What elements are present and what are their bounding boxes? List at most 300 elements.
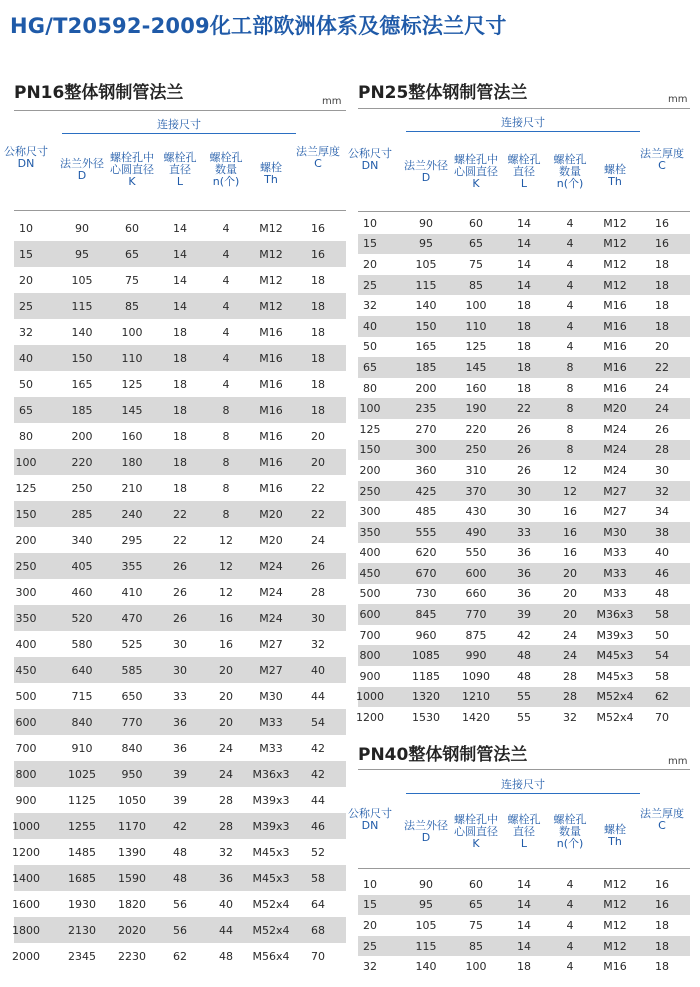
- table-cell-flange-thickness: 20: [655, 340, 669, 354]
- table-cell-outer-diameter: 670: [415, 566, 437, 580]
- table-cell-outer-diameter: 115: [71, 299, 93, 313]
- table-row: [358, 213, 690, 234]
- table-cell-flange-thickness: 18: [311, 325, 325, 339]
- table-cell-flange-thickness: 18: [655, 257, 669, 271]
- table-cell-bolt-circle: 430: [465, 505, 487, 519]
- table-cell-bolt-hole-diameter: 55: [517, 711, 531, 725]
- table-cell-bolt-hole-count: 28: [563, 669, 577, 683]
- table-cell-bolt-thread: M52x4: [596, 711, 634, 725]
- pn25-connect-label: 连接尺寸: [501, 116, 545, 129]
- table-cell-bolt-hole-count: 4: [222, 325, 230, 339]
- pn25-header-bolt-hole-diameter-line: L: [520, 177, 528, 190]
- table-cell-bolt-hole-count: 20: [563, 566, 577, 580]
- pn40-header-rule: [358, 868, 690, 869]
- table-cell-flange-thickness: 46: [311, 819, 325, 833]
- table-cell-dn: 400: [359, 546, 381, 560]
- table-cell-outer-diameter: 115: [415, 278, 437, 292]
- pn25-header-dn: [339, 148, 401, 172]
- table-cell-outer-diameter: 845: [415, 608, 437, 622]
- table-cell-dn: 250: [15, 559, 37, 573]
- table-cell-bolt-thread: M39x3: [252, 819, 290, 833]
- table-cell-bolt-thread: M12: [603, 939, 627, 953]
- table-cell-dn: 1000: [356, 690, 384, 704]
- table-cell-dn: 10: [363, 216, 377, 230]
- table-cell-dn: 1600: [12, 897, 40, 911]
- table-cell-bolt-thread: M36x3: [252, 767, 290, 781]
- table-cell-dn: 20: [19, 273, 33, 287]
- table-cell-flange-thickness: 16: [655, 237, 669, 251]
- table-cell-bolt-hole-count: 20: [219, 663, 233, 677]
- table-cell-flange-thickness: 18: [655, 939, 669, 953]
- table-cell-bolt-circle: 85: [469, 939, 483, 953]
- table-cell-bolt-hole-count: 8: [222, 455, 230, 469]
- table-cell-bolt-thread: M16: [259, 377, 283, 391]
- table-cell-bolt-circle: 1210: [462, 690, 490, 704]
- table-cell-bolt-thread: M16: [603, 319, 627, 333]
- table-cell-flange-thickness: 62: [655, 690, 669, 704]
- table-cell-outer-diameter: 140: [71, 325, 93, 339]
- table-row: [358, 543, 690, 564]
- pn16-header-bolt-circle-line: 心圆直径: [110, 163, 154, 176]
- table-cell-dn: 50: [363, 340, 377, 354]
- table-cell-bolt-hole-diameter: 55: [517, 690, 531, 704]
- table-cell-bolt-hole-count: 32: [219, 845, 233, 859]
- pn16-top-rule: [14, 110, 346, 111]
- table-cell-bolt-circle: 190: [465, 402, 487, 416]
- table-cell-outer-diameter: 580: [71, 637, 93, 651]
- table-row: [14, 657, 346, 683]
- table-cell-bolt-hole-diameter: 14: [517, 898, 531, 912]
- table-cell-outer-diameter: 715: [71, 689, 93, 703]
- table-row: [358, 440, 690, 461]
- table-row: [358, 337, 690, 358]
- pn16-header-bolt-circle-line: K: [128, 175, 136, 188]
- table-cell-bolt-thread: M33: [259, 715, 283, 729]
- table-cell-flange-thickness: 50: [655, 628, 669, 642]
- pn40-table-body: [358, 874, 690, 977]
- table-cell-bolt-thread: M39x3: [252, 793, 290, 807]
- table-row: [358, 936, 690, 957]
- table-cell-bolt-hole-count: 4: [222, 221, 230, 235]
- table-cell-outer-diameter: 1025: [68, 767, 96, 781]
- pn25-header-bolt-hole-count-line: n(个): [556, 177, 584, 190]
- table-cell-bolt-hole-diameter: 36: [173, 741, 187, 755]
- pn16-section: [4, 78, 344, 983]
- table-cell-bolt-circle: 65: [469, 237, 483, 251]
- table-row: [358, 357, 690, 378]
- table-row: [358, 378, 690, 399]
- table-cell-bolt-hole-diameter: 14: [173, 299, 187, 313]
- table-cell-outer-diameter: 910: [71, 741, 93, 755]
- table-cell-bolt-hole-diameter: 18: [517, 381, 531, 395]
- table-cell-flange-thickness: 42: [311, 741, 325, 755]
- table-cell-flange-thickness: 38: [655, 525, 669, 539]
- table-cell-bolt-hole-count: 12: [563, 463, 577, 477]
- table-cell-dn: 900: [15, 793, 37, 807]
- table-cell-outer-diameter: 340: [71, 533, 93, 547]
- table-cell-bolt-hole-count: 28: [219, 793, 233, 807]
- table-row: [14, 813, 346, 839]
- table-cell-bolt-thread: M36x3: [596, 608, 634, 622]
- table-cell-flange-thickness: 22: [311, 507, 325, 521]
- table-cell-bolt-hole-diameter: 14: [517, 237, 531, 251]
- table-cell-bolt-circle: 295: [121, 533, 143, 547]
- table-cell-bolt-hole-diameter: 33: [173, 689, 187, 703]
- table-cell-bolt-hole-count: 8: [566, 443, 574, 457]
- pn25-header-flange-thickness-line: C: [658, 159, 666, 172]
- pn16-header-bolt-hole-count-line: 螺栓孔: [209, 151, 243, 164]
- table-cell-bolt-hole-count: 8: [222, 403, 230, 417]
- table-cell-dn: 500: [359, 587, 381, 601]
- table-cell-bolt-hole-count: 32: [563, 711, 577, 725]
- pn40-header-dn-line: 公称尺寸: [348, 807, 392, 820]
- table-cell-outer-diameter: 95: [419, 898, 433, 912]
- table-cell-bolt-circle: 75: [469, 918, 483, 932]
- table-cell-flange-thickness: 26: [311, 559, 325, 573]
- table-cell-flange-thickness: 24: [311, 533, 325, 547]
- table-cell-flange-thickness: 18: [311, 403, 325, 417]
- table-cell-flange-thickness: 18: [655, 299, 669, 313]
- table-cell-bolt-hole-count: 24: [563, 649, 577, 663]
- table-cell-flange-thickness: 42: [311, 767, 325, 781]
- table-cell-flange-thickness: 18: [655, 918, 669, 932]
- pn40-header-bolt-hole-count-line: n(个): [556, 837, 584, 850]
- pn40-header-bolt-circle-line: K: [472, 837, 480, 850]
- table-cell-bolt-hole-count: 4: [566, 877, 574, 891]
- table-cell-flange-thickness: 52: [311, 845, 325, 859]
- table-row: [14, 709, 346, 735]
- table-cell-bolt-circle: 160: [465, 381, 487, 395]
- table-cell-dn: 1200: [356, 711, 384, 725]
- table-cell-bolt-thread: M12: [259, 247, 283, 261]
- table-cell-dn: 450: [15, 663, 37, 677]
- table-cell-bolt-hole-count: 16: [563, 546, 577, 560]
- table-cell-bolt-circle: 240: [121, 507, 143, 521]
- table-cell-bolt-thread: M45x3: [252, 845, 290, 859]
- table-row: [14, 371, 346, 397]
- table-cell-bolt-circle: 60: [469, 216, 483, 230]
- table-cell-outer-diameter: 1125: [68, 793, 96, 807]
- pn40-header-bolt-hole-count-line: 数量: [559, 825, 581, 838]
- pn40-header-flange-thickness-line: C: [658, 819, 666, 832]
- table-cell-bolt-hole-diameter: 22: [517, 402, 531, 416]
- table-cell-bolt-hole-count: 8: [566, 402, 574, 416]
- table-cell-bolt-circle: 220: [465, 422, 487, 436]
- table-cell-bolt-thread: M20: [259, 533, 283, 547]
- table-cell-outer-diameter: 360: [415, 463, 437, 477]
- table-cell-outer-diameter: 105: [415, 918, 437, 932]
- table-cell-bolt-thread: M20: [603, 402, 627, 416]
- table-cell-outer-diameter: 90: [75, 221, 89, 235]
- table-cell-bolt-thread: M12: [603, 877, 627, 891]
- table-cell-bolt-hole-count: 20: [563, 587, 577, 601]
- pn40-connect-underline: [406, 793, 640, 794]
- table-cell-flange-thickness: 40: [655, 546, 669, 560]
- table-row: [14, 865, 346, 891]
- table-cell-flange-thickness: 68: [311, 923, 325, 937]
- table-cell-bolt-circle: 1420: [462, 711, 490, 725]
- pn40-header-bolt-hole-diameter-line: 直径: [513, 825, 535, 838]
- table-cell-bolt-hole-diameter: 14: [517, 918, 531, 932]
- pn40-header-dn: [339, 808, 401, 832]
- table-cell-dn: 200: [359, 463, 381, 477]
- table-cell-bolt-thread: M16: [603, 360, 627, 374]
- table-cell-bolt-hole-count: 8: [566, 360, 574, 374]
- table-cell-bolt-hole-count: 28: [219, 819, 233, 833]
- table-cell-outer-diameter: 90: [419, 216, 433, 230]
- table-cell-flange-thickness: 18: [655, 319, 669, 333]
- pn40-section: [348, 740, 688, 980]
- table-cell-bolt-thread: M12: [603, 918, 627, 932]
- table-cell-outer-diameter: 1685: [68, 871, 96, 885]
- table-cell-dn: 100: [15, 455, 37, 469]
- table-cell-outer-diameter: 235: [415, 402, 437, 416]
- pn40-header-bolt-circle-line: 心圆直径: [454, 825, 498, 838]
- table-cell-dn: 350: [359, 525, 381, 539]
- table-cell-bolt-hole-diameter: 18: [517, 319, 531, 333]
- pn16-header-bolt-circle-line: 螺栓孔中: [110, 151, 154, 164]
- table-cell-outer-diameter: 185: [71, 403, 93, 417]
- table-cell-bolt-hole-diameter: 14: [173, 221, 187, 235]
- table-cell-bolt-hole-count: 16: [563, 505, 577, 519]
- table-cell-outer-diameter: 2130: [68, 923, 96, 937]
- table-cell-outer-diameter: 1930: [68, 897, 96, 911]
- table-cell-bolt-hole-diameter: 39: [173, 767, 187, 781]
- table-cell-bolt-circle: 650: [121, 689, 143, 703]
- table-row: [14, 345, 346, 371]
- table-cell-bolt-circle: 525: [121, 637, 143, 651]
- table-cell-dn: 600: [359, 608, 381, 622]
- table-cell-bolt-thread: M33: [603, 587, 627, 601]
- table-cell-flange-thickness: 58: [655, 608, 669, 622]
- table-cell-dn: 600: [15, 715, 37, 729]
- table-cell-flange-thickness: 16: [655, 898, 669, 912]
- table-cell-bolt-hole-count: 16: [219, 637, 233, 651]
- table-cell-bolt-circle: 110: [465, 319, 487, 333]
- table-cell-bolt-hole-count: 4: [566, 257, 574, 271]
- table-cell-flange-thickness: 54: [311, 715, 325, 729]
- table-cell-bolt-circle: 490: [465, 525, 487, 539]
- table-cell-bolt-hole-diameter: 62: [173, 949, 187, 963]
- table-cell-bolt-hole-diameter: 30: [173, 663, 187, 677]
- table-cell-flange-thickness: 32: [655, 484, 669, 498]
- table-cell-bolt-hole-diameter: 18: [517, 299, 531, 313]
- table-cell-dn: 2000: [12, 949, 40, 963]
- table-row: [14, 917, 346, 943]
- table-cell-outer-diameter: 520: [71, 611, 93, 625]
- table-cell-bolt-hole-diameter: 36: [173, 715, 187, 729]
- table-cell-bolt-circle: 600: [465, 566, 487, 580]
- table-cell-dn: 900: [359, 669, 381, 683]
- table-cell-bolt-circle: 2020: [118, 923, 146, 937]
- table-row: [358, 687, 690, 708]
- table-cell-bolt-hole-count: 36: [219, 871, 233, 885]
- table-cell-bolt-hole-diameter: 36: [517, 546, 531, 560]
- table-row: [358, 874, 690, 895]
- table-cell-outer-diameter: 2345: [68, 949, 96, 963]
- table-cell-bolt-hole-count: 8: [222, 429, 230, 443]
- pn25-header-bolt-hole-diameter-line: 螺栓孔: [507, 153, 541, 166]
- pn25-header-bolt-thread-line: 螺栓: [604, 163, 626, 176]
- table-cell-flange-thickness: 24: [655, 402, 669, 416]
- table-cell-bolt-hole-count: 4: [566, 319, 574, 333]
- table-cell-bolt-hole-count: 8: [566, 422, 574, 436]
- table-cell-dn: 10: [363, 877, 377, 891]
- table-cell-bolt-circle: 1390: [118, 845, 146, 859]
- table-cell-flange-thickness: 44: [311, 793, 325, 807]
- table-cell-bolt-circle: 85: [125, 299, 139, 313]
- table-cell-bolt-hole-diameter: 30: [173, 637, 187, 651]
- table-cell-flange-thickness: 58: [311, 871, 325, 885]
- table-cell-outer-diameter: 1185: [412, 669, 440, 683]
- table-cell-dn: 15: [19, 247, 33, 261]
- table-row: [14, 761, 346, 787]
- pn40-header-bolt-circle-line: 螺栓孔中: [454, 813, 498, 826]
- table-cell-bolt-hole-diameter: 14: [517, 257, 531, 271]
- pn25-header-outer-diameter-line: D: [421, 171, 431, 184]
- table-cell-bolt-hole-diameter: 33: [517, 525, 531, 539]
- table-cell-bolt-circle: 660: [465, 587, 487, 601]
- table-cell-bolt-hole-count: 40: [219, 897, 233, 911]
- table-cell-bolt-hole-count: 8: [566, 381, 574, 395]
- table-cell-flange-thickness: 22: [311, 481, 325, 495]
- pn25-header-flange-thickness: [631, 148, 693, 172]
- table-cell-bolt-circle: 210: [121, 481, 143, 495]
- table-row: [358, 604, 690, 625]
- table-cell-flange-thickness: 26: [655, 422, 669, 436]
- table-cell-bolt-circle: 145: [121, 403, 143, 417]
- table-cell-bolt-circle: 125: [121, 377, 143, 391]
- table-cell-bolt-thread: M30: [603, 525, 627, 539]
- table-cell-bolt-thread: M52x4: [252, 923, 290, 937]
- table-cell-bolt-hole-diameter: 14: [517, 216, 531, 230]
- table-cell-bolt-thread: M33: [603, 546, 627, 560]
- table-row: [358, 956, 690, 977]
- table-cell-dn: 500: [15, 689, 37, 703]
- table-cell-bolt-hole-diameter: 18: [173, 481, 187, 495]
- pn16-header-outer-diameter-line: D: [77, 169, 87, 182]
- table-cell-bolt-circle: 65: [469, 898, 483, 912]
- table-cell-dn: 25: [363, 939, 377, 953]
- table-row: [14, 293, 346, 319]
- table-cell-bolt-hole-count: 8: [222, 481, 230, 495]
- table-cell-bolt-circle: 110: [121, 351, 143, 365]
- table-row: [358, 234, 690, 255]
- table-cell-outer-diameter: 105: [415, 257, 437, 271]
- table-cell-bolt-hole-diameter: 56: [173, 897, 187, 911]
- table-cell-outer-diameter: 185: [415, 360, 437, 374]
- pn25-table-body: [358, 213, 690, 728]
- table-cell-bolt-thread: M33: [259, 741, 283, 755]
- table-cell-bolt-hole-diameter: 42: [517, 628, 531, 642]
- table-cell-bolt-circle: 1590: [118, 871, 146, 885]
- pn16-header-bolt-hole-count-line: 数量: [215, 163, 237, 176]
- pn25-section-title: PN25整体钢制管法兰: [358, 83, 528, 103]
- pn40-header-bolt-thread-line: Th: [608, 835, 622, 848]
- pn40-connect-label: 连接尺寸: [501, 778, 545, 791]
- pn25-header-bolt-thread-line: Th: [608, 175, 622, 188]
- table-cell-outer-diameter: 960: [415, 628, 437, 642]
- table-cell-bolt-thread: M12: [259, 221, 283, 235]
- table-cell-dn: 300: [15, 585, 37, 599]
- table-cell-flange-thickness: 16: [655, 877, 669, 891]
- table-cell-dn: 300: [359, 505, 381, 519]
- table-cell-outer-diameter: 300: [415, 443, 437, 457]
- pn25-header-rule: [358, 211, 690, 212]
- pn40-header-outer-diameter-line: D: [421, 831, 431, 844]
- table-cell-flange-thickness: 48: [655, 587, 669, 601]
- table-row: [14, 943, 346, 969]
- table-cell-bolt-circle: 770: [121, 715, 143, 729]
- table-row: [14, 553, 346, 579]
- table-cell-bolt-thread: M16: [259, 429, 283, 443]
- table-cell-bolt-circle: 355: [121, 559, 143, 573]
- table-cell-bolt-hole-count: 4: [566, 960, 574, 974]
- table-cell-flange-thickness: 34: [655, 505, 669, 519]
- table-cell-flange-thickness: 70: [655, 711, 669, 725]
- table-cell-flange-thickness: 28: [311, 585, 325, 599]
- table-cell-dn: 32: [363, 960, 377, 974]
- table-cell-outer-diameter: 140: [415, 299, 437, 313]
- table-cell-outer-diameter: 1485: [68, 845, 96, 859]
- table-row: [358, 254, 690, 275]
- table-cell-bolt-hole-diameter: 26: [173, 585, 187, 599]
- table-cell-bolt-circle: 2230: [118, 949, 146, 963]
- pn25-header-bolt-circle-line: 心圆直径: [454, 165, 498, 178]
- pn40-header-dn-line: DN: [361, 819, 379, 832]
- table-cell-outer-diameter: 620: [415, 546, 437, 560]
- table-cell-bolt-hole-count: 4: [566, 918, 574, 932]
- table-cell-bolt-hole-diameter: 14: [173, 247, 187, 261]
- table-cell-bolt-circle: 770: [465, 608, 487, 622]
- table-cell-dn: 80: [19, 429, 33, 443]
- table-cell-bolt-thread: M45x3: [596, 649, 634, 663]
- table-cell-flange-thickness: 28: [655, 443, 669, 457]
- table-row: [14, 501, 346, 527]
- table-row: [358, 915, 690, 936]
- table-row: [14, 527, 346, 553]
- table-cell-bolt-thread: M24: [603, 422, 627, 436]
- pn16-connect-underline: [62, 133, 296, 134]
- table-cell-dn: 800: [15, 767, 37, 781]
- table-cell-bolt-hole-count: 4: [222, 273, 230, 287]
- table-cell-bolt-hole-count: 12: [219, 559, 233, 573]
- table-cell-flange-thickness: 20: [311, 455, 325, 469]
- table-cell-outer-diameter: 285: [71, 507, 93, 521]
- table-row: [14, 241, 346, 267]
- table-cell-bolt-thread: M56x4: [252, 949, 290, 963]
- table-cell-dn: 700: [15, 741, 37, 755]
- table-cell-bolt-circle: 1820: [118, 897, 146, 911]
- table-cell-bolt-hole-count: 28: [563, 690, 577, 704]
- table-cell-bolt-circle: 585: [121, 663, 143, 677]
- table-cell-outer-diameter: 105: [71, 273, 93, 287]
- table-cell-dn: 450: [359, 566, 381, 580]
- table-cell-bolt-thread: M30: [259, 689, 283, 703]
- table-cell-flange-thickness: 16: [311, 247, 325, 261]
- table-cell-bolt-circle: 310: [465, 463, 487, 477]
- table-cell-dn: 1200: [12, 845, 40, 859]
- pn40-header-bolt-hole-count-line: 螺栓孔: [553, 813, 587, 826]
- table-row: [14, 787, 346, 813]
- table-cell-bolt-hole-diameter: 18: [173, 325, 187, 339]
- table-cell-dn: 20: [363, 257, 377, 271]
- table-cell-bolt-hole-count: 24: [219, 741, 233, 755]
- table-row: [14, 449, 346, 475]
- pn25-top-rule: [358, 108, 690, 109]
- pn16-unit-label: mm: [322, 96, 342, 107]
- pn40-header-outer-diameter-line: 法兰外径: [404, 819, 448, 832]
